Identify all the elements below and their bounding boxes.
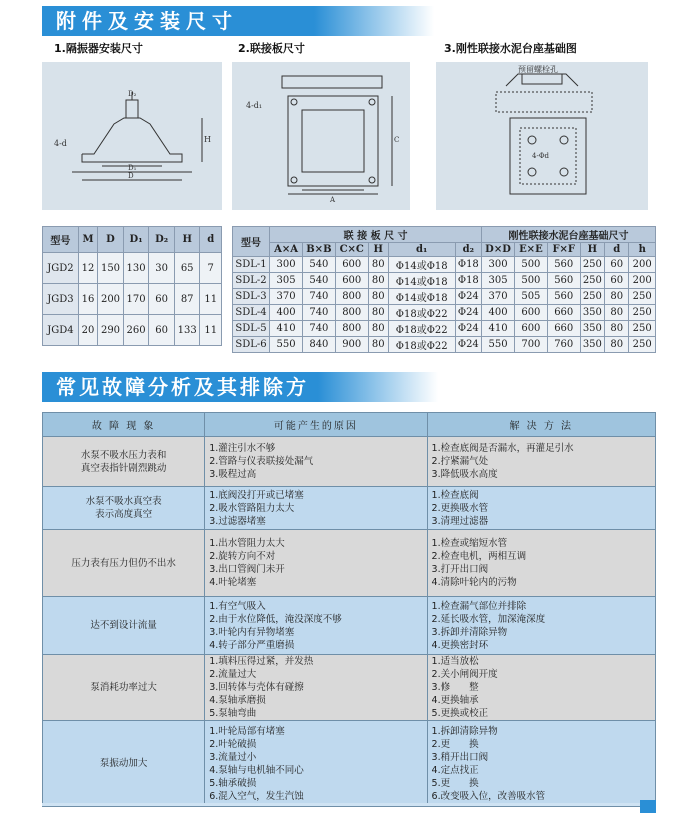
phenomenon-line: 表示高度真空 xyxy=(95,509,153,520)
cause-item: 2.流量过大 xyxy=(209,669,257,680)
solution-item: 3.打开出口阀 xyxy=(431,564,489,575)
col-header: d xyxy=(605,243,629,257)
value-cell: 80 xyxy=(368,305,388,321)
value-cell: 65 xyxy=(174,253,200,284)
value-cell: 410 xyxy=(270,321,303,337)
value-cell: 410 xyxy=(482,321,515,337)
cause-item: 1.有空气吸入 xyxy=(209,600,266,612)
value-cell: 600 xyxy=(335,273,368,289)
model-cell: SDL-6 xyxy=(233,337,270,353)
phenomenon-line: 压力表有压力但仍不出水 xyxy=(71,557,176,569)
fault-solutions xyxy=(427,437,655,487)
fault-row xyxy=(43,597,656,655)
value-cell: Φ24 xyxy=(455,321,482,337)
fault-solutions xyxy=(427,721,655,807)
fault-causes xyxy=(205,530,427,597)
value-cell: Φ24 xyxy=(455,289,482,305)
value-cell: 305 xyxy=(270,273,303,289)
solution-item: 2.拧紧漏气处 xyxy=(431,456,489,467)
col-header: D₂ xyxy=(149,227,175,253)
fault-solutions xyxy=(427,655,655,721)
model-cell: JGD2 xyxy=(43,253,79,284)
value-cell: 540 xyxy=(302,273,335,289)
col-header-model: 型号 xyxy=(233,227,270,257)
cause-item: 1.底阀没打开或已堵塞 xyxy=(209,489,304,501)
plate-diagram xyxy=(232,62,410,210)
fault-causes xyxy=(205,655,427,721)
col-header: F×F xyxy=(547,243,580,257)
value-cell: 80 xyxy=(605,337,629,353)
col-header: D xyxy=(98,227,124,253)
col-header-solutions: 解 决 方 法 xyxy=(427,413,655,437)
table-row xyxy=(43,315,222,346)
fault-solutions xyxy=(427,487,655,530)
cause-item: 5.轴承破损 xyxy=(209,777,257,789)
cause-item: 1.出水管阻力太大 xyxy=(209,538,285,549)
cause-item: 1.填料压得过紧，并发热 xyxy=(209,656,314,667)
model-cell: SDL-4 xyxy=(233,305,270,321)
value-cell: Φ18 xyxy=(455,257,482,273)
solution-item: 3.清理过滤器 xyxy=(431,515,489,527)
value-cell: 505 xyxy=(514,289,547,305)
fault-causes xyxy=(205,487,427,530)
fault-phenomenon xyxy=(43,437,205,487)
fault-causes xyxy=(205,597,427,655)
value-cell: 130 xyxy=(123,253,149,284)
cause-item: 3.过滤器堵塞 xyxy=(209,515,266,527)
value-cell: 7 xyxy=(200,253,222,284)
fault-row xyxy=(43,655,656,721)
solution-item: 6.改变吸入位，改善吸水管 xyxy=(431,790,546,802)
footer-line xyxy=(42,803,642,806)
value-cell: 400 xyxy=(270,305,303,321)
value-cell: 12 xyxy=(78,253,97,284)
solution-item: 2.关小闸阀开度 xyxy=(431,669,498,680)
value-cell: 550 xyxy=(270,337,303,353)
cause-item: 5.泵轴弯曲 xyxy=(209,708,257,719)
value-cell: 740 xyxy=(302,305,335,321)
value-cell: 150 xyxy=(98,253,124,284)
solution-item: 1.拆卸清除异物 xyxy=(431,725,498,737)
solution-item: 4.定点找正 xyxy=(431,764,479,776)
cause-item: 1.灌注引水不够 xyxy=(209,443,276,454)
solution-item: 5.更换或校正 xyxy=(431,708,489,719)
model-cell: JGD4 xyxy=(43,315,79,346)
phenomenon-line: 达不到设计流量 xyxy=(90,620,157,631)
foundation-drawing xyxy=(436,62,648,210)
value-cell: 550 xyxy=(482,337,515,353)
svg-text:A: A xyxy=(330,196,336,204)
value-cell: 250 xyxy=(580,273,604,289)
fault-phenomenon xyxy=(43,721,205,807)
value-cell: 80 xyxy=(605,305,629,321)
cause-item: 3.流量过小 xyxy=(209,751,257,763)
value-cell: 60 xyxy=(149,315,175,346)
phenomenon-line: 真空表指针剧烈跳动 xyxy=(80,462,167,474)
value-cell: 200 xyxy=(98,284,124,315)
value-cell: 300 xyxy=(270,257,303,273)
diagram-label-foundation: 3.刚性联接水泥台座基础图 xyxy=(444,42,577,55)
value-cell: 300 xyxy=(482,257,515,273)
solution-item: 1.检查漏气部位并排除 xyxy=(431,600,527,612)
phenomenon-line: 泵消耗功率过大 xyxy=(90,682,157,693)
model-cell: JGD3 xyxy=(43,284,79,315)
phenomenon-line: 水泵不吸水压力表和 xyxy=(80,449,167,461)
solution-item: 3.拆卸并清除异物 xyxy=(431,626,508,638)
value-cell: Φ24 xyxy=(455,337,482,353)
svg-text:4-d: 4-d xyxy=(54,139,67,148)
fault-row xyxy=(43,437,656,487)
fault-solutions xyxy=(427,597,655,655)
solution-item: 1.适当放松 xyxy=(431,656,479,667)
group-header-plate: 联 接 板 尺 寸 xyxy=(270,227,482,243)
value-cell: 560 xyxy=(547,289,580,305)
value-cell: 200 xyxy=(629,257,656,273)
value-cell: 60 xyxy=(605,257,629,273)
value-cell: 370 xyxy=(482,289,515,305)
fault-causes xyxy=(205,721,427,807)
value-cell: Φ14或Φ18 xyxy=(388,273,455,289)
col-header: C×C xyxy=(335,243,368,257)
solution-item: 3.修 整 xyxy=(431,682,479,693)
solution-item: 2.更换吸水管 xyxy=(431,502,489,514)
cause-item: 2.由于水位降低，淹没深度不够 xyxy=(209,613,342,625)
col-header: E×E xyxy=(514,243,547,257)
value-cell: 560 xyxy=(547,273,580,289)
value-cell: 305 xyxy=(482,273,515,289)
diagram-label-plate: 2.联接板尺寸 xyxy=(238,42,305,55)
table-row xyxy=(233,305,656,321)
value-cell: 800 xyxy=(335,289,368,305)
diagram-label-isolator: 1.隔振器安装尺寸 xyxy=(54,42,143,55)
cause-item: 4.叶轮堵塞 xyxy=(209,577,257,588)
table-row xyxy=(43,284,222,315)
value-cell: 350 xyxy=(580,337,604,353)
solution-item: 2.延长吸水管，加深淹深度 xyxy=(431,613,546,625)
value-cell: 200 xyxy=(629,273,656,289)
svg-text:D₂: D₂ xyxy=(128,90,137,98)
value-cell: 500 xyxy=(514,273,547,289)
solution-item: 1.检查底阀 xyxy=(431,489,479,501)
value-cell: 16 xyxy=(78,284,97,315)
foundation-diagram xyxy=(436,62,648,210)
plate-spec-table xyxy=(232,226,656,353)
model-cell: SDL-1 xyxy=(233,257,270,273)
value-cell: 370 xyxy=(270,289,303,305)
table-row xyxy=(233,337,656,353)
value-cell: 87 xyxy=(174,284,200,315)
value-cell: 30 xyxy=(149,253,175,284)
fault-row xyxy=(43,721,656,807)
cause-item: 4.泵轴与电机轴不同心 xyxy=(209,764,304,776)
fault-solutions xyxy=(427,530,655,597)
table-row xyxy=(233,289,656,305)
value-cell: 560 xyxy=(547,257,580,273)
solution-item: 2.更 换 xyxy=(431,738,479,750)
col-header: D×D xyxy=(482,243,515,257)
table-row xyxy=(233,257,656,273)
cause-item: 3.回转体与壳体有碰擦 xyxy=(209,682,304,693)
isolator-spec-table xyxy=(42,226,222,346)
fault-phenomenon xyxy=(43,530,205,597)
cause-item: 2.管路与仪表联接处漏气 xyxy=(209,456,314,467)
value-cell: 800 xyxy=(335,305,368,321)
table-row xyxy=(233,321,656,337)
col-header-phenomenon: 故 障 现 象 xyxy=(43,413,205,437)
value-cell: 80 xyxy=(605,321,629,337)
isolator-drawing xyxy=(42,62,222,210)
solution-item: 3.稍开出口阀 xyxy=(431,751,489,763)
cause-item: 3.叶轮内有异物堵塞 xyxy=(209,626,295,638)
phenomenon-line: 泵振动加大 xyxy=(99,758,148,769)
value-cell: Φ18或Φ22 xyxy=(388,337,455,353)
svg-text:4-d₁: 4-d₁ xyxy=(246,101,263,110)
col-header: H xyxy=(580,243,604,257)
value-cell: 700 xyxy=(514,337,547,353)
section-title: 附件及安装尺寸 xyxy=(56,9,238,33)
fault-row xyxy=(43,487,656,530)
fault-phenomenon xyxy=(43,655,205,721)
value-cell: 660 xyxy=(547,305,580,321)
col-header: M xyxy=(78,227,97,253)
col-header: D₁ xyxy=(123,227,149,253)
col-header: h xyxy=(629,243,656,257)
phenomenon-line: 水泵不吸水真空表 xyxy=(85,496,162,507)
value-cell: Φ18或Φ22 xyxy=(388,321,455,337)
value-cell: Φ14或Φ18 xyxy=(388,289,455,305)
cause-item: 4.泵轴承磨损 xyxy=(209,695,266,706)
svg-text:D₁: D₁ xyxy=(128,164,137,172)
col-header: 型号 xyxy=(43,227,79,253)
value-cell: 170 xyxy=(123,284,149,315)
group-header-foundation: 刚性联接水泥台座基础尺寸 xyxy=(482,227,656,243)
value-cell: Φ24 xyxy=(455,305,482,321)
value-cell: 80 xyxy=(368,337,388,353)
value-cell: Φ18 xyxy=(455,273,482,289)
value-cell: 840 xyxy=(302,337,335,353)
solution-item: 4.更换轴承 xyxy=(431,695,479,706)
solution-item: 4.更换密封环 xyxy=(431,639,489,651)
fault-row xyxy=(43,530,656,597)
value-cell: 250 xyxy=(580,257,604,273)
value-cell: 350 xyxy=(580,305,604,321)
fault-phenomenon xyxy=(43,487,205,530)
svg-text:C: C xyxy=(394,136,400,144)
table-row xyxy=(43,253,222,284)
section-banner-accessories xyxy=(42,6,314,36)
value-cell: 60 xyxy=(149,284,175,315)
model-cell: SDL-2 xyxy=(233,273,270,289)
solution-item: 5.更 换 xyxy=(431,777,479,789)
value-cell: 250 xyxy=(629,337,656,353)
value-cell: 600 xyxy=(335,257,368,273)
value-cell: 600 xyxy=(514,305,547,321)
table-row xyxy=(233,273,656,289)
value-cell: 600 xyxy=(514,321,547,337)
col-header: H xyxy=(368,243,388,257)
value-cell: 290 xyxy=(98,315,124,346)
value-cell: 11 xyxy=(200,315,222,346)
page-marker xyxy=(640,800,656,813)
value-cell: 250 xyxy=(580,289,604,305)
value-cell: 800 xyxy=(335,321,368,337)
model-cell: SDL-3 xyxy=(233,289,270,305)
section-banner-faults xyxy=(42,372,318,402)
col-header: B×B xyxy=(302,243,335,257)
value-cell: 740 xyxy=(302,321,335,337)
value-cell: Φ14或Φ18 xyxy=(388,257,455,273)
fault-analysis-table xyxy=(42,412,656,807)
col-header-causes: 可能产生的原因 xyxy=(205,413,427,437)
cause-item: 3.吸程过高 xyxy=(209,469,257,480)
svg-text:H: H xyxy=(204,135,211,144)
value-cell: 250 xyxy=(629,289,656,305)
value-cell: 760 xyxy=(547,337,580,353)
solution-item: 2.检查电机，两相互调 xyxy=(431,551,527,562)
col-header: d xyxy=(200,227,222,253)
value-cell: 400 xyxy=(482,305,515,321)
col-header: d₁ xyxy=(388,243,455,257)
value-cell: 540 xyxy=(302,257,335,273)
value-cell: 11 xyxy=(200,284,222,315)
cause-item: 2.叶轮破损 xyxy=(209,738,257,750)
solution-item: 1.检查底阀是否漏水，再灌足引水 xyxy=(431,443,574,454)
value-cell: 740 xyxy=(302,289,335,305)
cause-item: 1.叶轮局部有堵塞 xyxy=(209,725,285,737)
value-cell: 80 xyxy=(368,321,388,337)
solution-item: 3.降低吸水高度 xyxy=(431,469,498,480)
value-cell: 80 xyxy=(368,289,388,305)
value-cell: 660 xyxy=(547,321,580,337)
value-cell: 80 xyxy=(368,257,388,273)
bolt-hole-note: 预留螺栓孔 xyxy=(518,65,558,74)
fault-causes xyxy=(205,437,427,487)
section-title: 常见故障分析及其排除方 xyxy=(56,375,309,399)
value-cell: 250 xyxy=(629,321,656,337)
value-cell: 60 xyxy=(605,273,629,289)
cause-item: 2.旋转方向不对 xyxy=(209,551,276,562)
value-cell: 80 xyxy=(605,289,629,305)
fault-phenomenon xyxy=(43,597,205,655)
col-header: d₂ xyxy=(455,243,482,257)
plate-drawing xyxy=(232,62,410,210)
value-cell: Φ18或Φ22 xyxy=(388,305,455,321)
cause-item: 6.混入空气，发生汽蚀 xyxy=(209,790,304,802)
cause-item: 4.转子部分严重磨损 xyxy=(209,639,295,651)
solution-item: 1.检查或缩短水管 xyxy=(431,538,508,549)
svg-text:D: D xyxy=(128,172,134,180)
value-cell: 80 xyxy=(368,273,388,289)
col-header: A×A xyxy=(270,243,303,257)
cause-item: 2.吸水管路阻力太大 xyxy=(209,502,295,514)
value-cell: 900 xyxy=(335,337,368,353)
value-cell: 133 xyxy=(174,315,200,346)
value-cell: 350 xyxy=(580,321,604,337)
solution-item: 4.清除叶轮内的污物 xyxy=(431,577,517,588)
value-cell: 500 xyxy=(514,257,547,273)
isolator-diagram xyxy=(42,62,222,210)
value-cell: 260 xyxy=(123,315,149,346)
col-header: H xyxy=(174,227,200,253)
value-cell: 250 xyxy=(629,305,656,321)
model-cell: SDL-5 xyxy=(233,321,270,337)
svg-text:4-Φd: 4-Φd xyxy=(532,152,550,160)
cause-item: 3.出口管阀门未开 xyxy=(209,564,285,575)
value-cell: 20 xyxy=(78,315,97,346)
